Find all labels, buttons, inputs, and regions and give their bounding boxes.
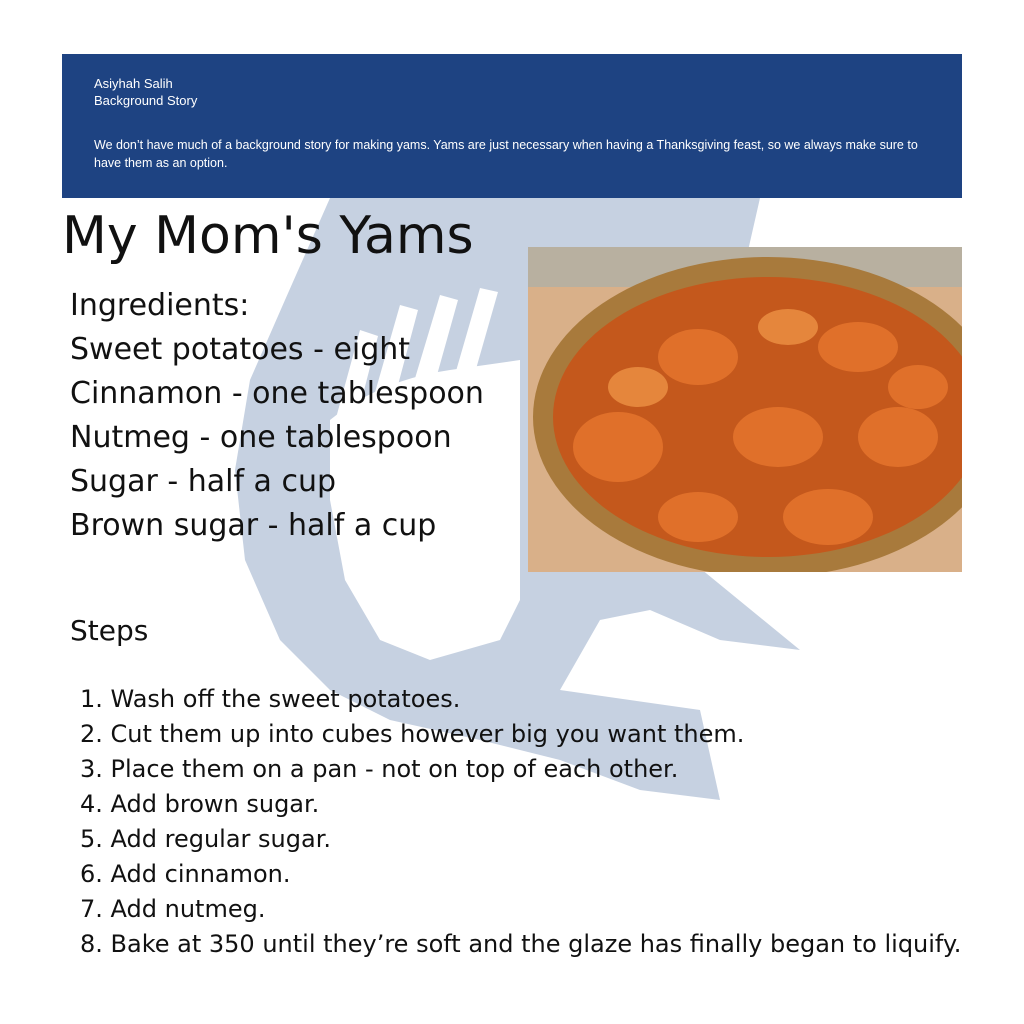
ingredients-heading: Ingredients:	[70, 288, 250, 323]
background-story-text: We don’t have much of a background story for making yams. Yams are just necessary when having a Thanksgiving feast, so we always make sure to have them as an option.	[94, 138, 918, 170]
ingredients-list	[70, 284, 484, 548]
step-item: 2. Cut them up into cubes however big you want them.	[80, 720, 745, 748]
ingredient-item: Sweet potatoes - eight	[70, 332, 411, 367]
steps-heading: Steps	[70, 614, 149, 647]
step-item: 3. Place them on a pan - not on top of each other.	[80, 755, 679, 783]
step-item: 7. Add nutmeg.	[80, 895, 266, 923]
ingredient-item: Brown sugar - half a cup	[70, 508, 437, 543]
step-item: 8. Bake at 350 until they’re soft and the glaze has finally began to liquify.	[80, 930, 962, 958]
page-title: My Mom's Yams	[62, 206, 474, 266]
step-item: 5. Add regular sugar.	[80, 825, 331, 853]
banner-subtitle: Background Story	[94, 93, 198, 108]
steps-list	[80, 682, 961, 962]
step-item: 4. Add brown sugar.	[80, 790, 320, 818]
ingredient-item: Sugar - half a cup	[70, 464, 337, 499]
ingredient-item: Cinnamon - one tablespoon	[70, 376, 484, 411]
ingredient-item: Nutmeg - one tablespoon	[70, 420, 452, 455]
yams-pot-photo	[528, 247, 962, 572]
background-story-banner	[62, 54, 962, 198]
step-item: 1. Wash off the sweet potatoes.	[80, 685, 461, 713]
author-name: Asiyhah Salih	[94, 76, 173, 91]
step-item: 6. Add cinnamon.	[80, 860, 291, 888]
